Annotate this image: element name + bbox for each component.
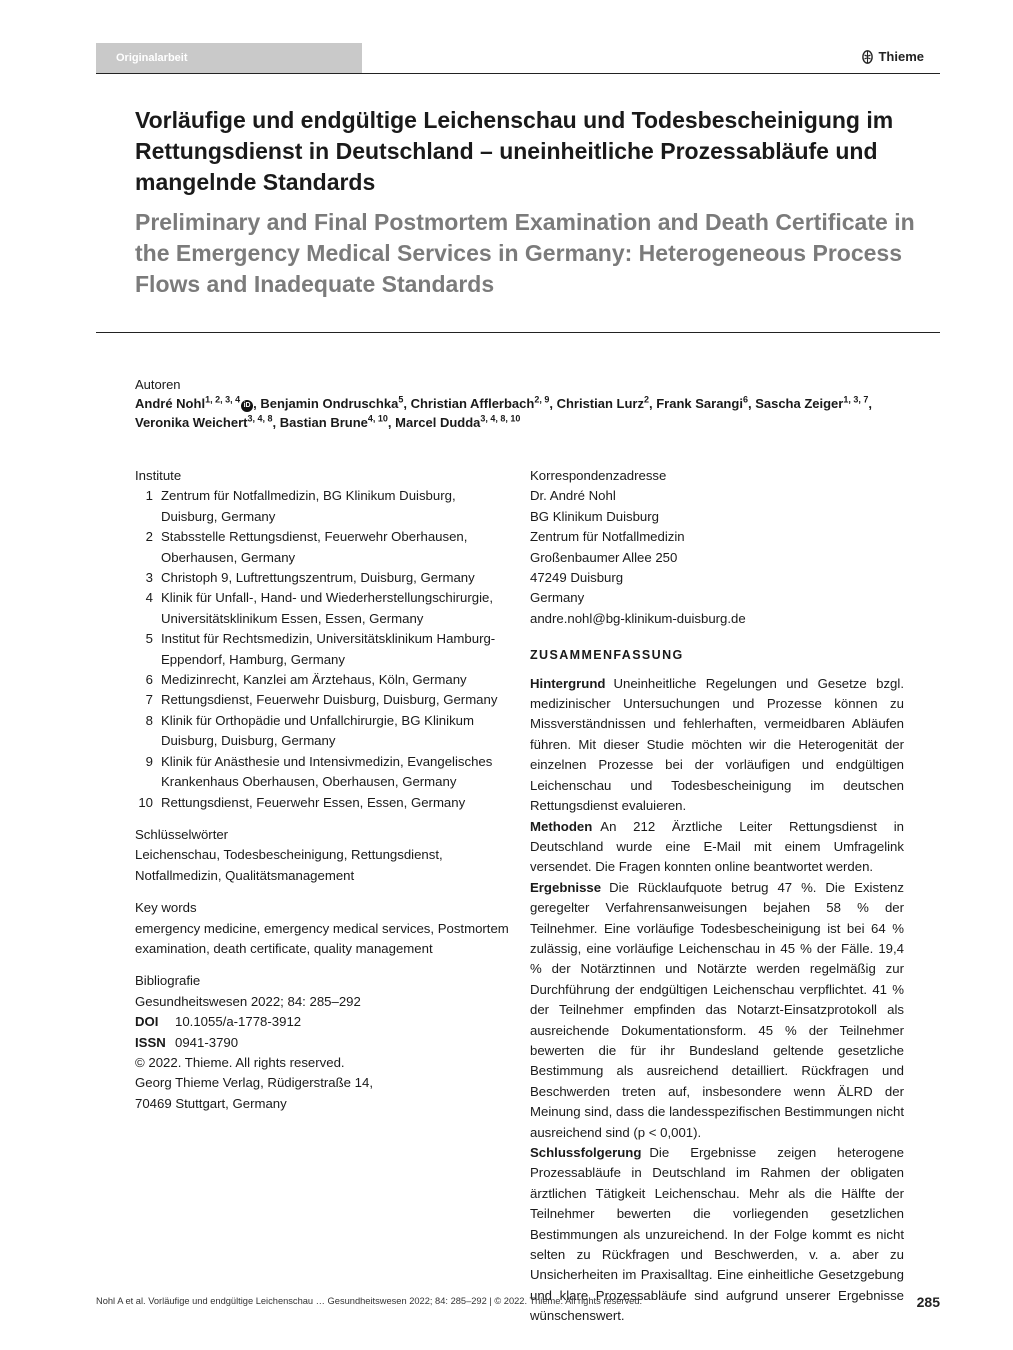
institute-number: 7 bbox=[145, 692, 153, 708]
institute-item bbox=[135, 486, 513, 527]
issn-label: ISSN bbox=[135, 1034, 166, 1050]
abstract-subheading: Schlussfolgerung bbox=[530, 1145, 642, 1160]
correspondence-block bbox=[530, 466, 904, 629]
title-divider bbox=[96, 332, 940, 333]
author-name: Benjamin Ondruschka bbox=[260, 396, 399, 411]
abstract-subheading: Hintergrund bbox=[530, 675, 606, 691]
institute-text: Medizinrecht, Kanzlei am Ärztehaus, Köln, Germany bbox=[161, 672, 467, 688]
thieme-logo-icon bbox=[862, 50, 873, 64]
institute-item bbox=[135, 711, 513, 752]
author-entry bbox=[656, 396, 748, 411]
authors-block bbox=[135, 375, 915, 432]
author-name: Marcel Dudda bbox=[395, 415, 481, 430]
right-column bbox=[530, 466, 904, 1327]
institute-number: 8 bbox=[145, 712, 153, 728]
orcid-icon[interactable]: iD bbox=[241, 400, 253, 412]
issn-value: 0941-3790 bbox=[175, 1034, 239, 1050]
author-name: Christian Afflerbach bbox=[410, 396, 535, 411]
abstract-body bbox=[530, 674, 904, 1327]
author-name: Sascha Zeiger bbox=[755, 396, 844, 411]
abstract-subheading: Ergebnisse bbox=[530, 879, 602, 895]
abstract-text: Uneinheitliche Regelungen und Gesetze bzgl. medizinischer Untersuchungen und Prozesse können zu Missverständnissen und fehlerhaften, vermeidbaren Abläufen führen. Mit dieser Studie möchten wir die Heterogenität der einzelnen Prozesse bei der vorläufigen und endgültigen Leichenschau und Todesbescheinigung im deutschen Rettungsdienst evaluieren. bbox=[530, 675, 904, 814]
institute-item bbox=[135, 793, 513, 813]
title-english: Preliminary and Final Postmortem Examination and Death Certificate in the Emergency Medical Services in Germany: Heterogeneous Process Flows and Inadequate Standards bbox=[135, 209, 915, 297]
author-affiliation: 3, 4, 8 bbox=[247, 413, 273, 424]
institute-text: Klinik für Orthopädie und Unfallchirurgie, BG Klinikum Duisburg, Duisburg, Germany bbox=[161, 712, 474, 749]
bibliography-doi bbox=[135, 1012, 513, 1032]
institute-text: Klinik für Anästhesie und Intensivmedizin, Evangelisches Krankenhaus Oberhausen, Oberhausen, Germany bbox=[161, 753, 493, 790]
header-bar bbox=[96, 43, 940, 74]
correspondence-line: Dr. André Nohl bbox=[530, 488, 616, 504]
author-name: André Nohl bbox=[135, 396, 206, 411]
author-affiliation: 2, 9 bbox=[534, 394, 550, 405]
abstract-section-methods bbox=[530, 817, 904, 878]
author-affiliation: 3, 4, 8, 10 bbox=[480, 413, 521, 424]
institute-item bbox=[135, 629, 513, 670]
keywords-en-text: emergency medicine, emergency medical services, Postmortem examination, death certificate, quality management bbox=[135, 920, 509, 956]
abstract-subheading: Methoden bbox=[530, 818, 593, 834]
author-entry bbox=[411, 396, 550, 411]
institute-text: Rettungsdienst, Feuerwehr Essen, Essen, Germany bbox=[161, 794, 466, 810]
bibliography-issn bbox=[135, 1033, 513, 1053]
abstract-text: An 212 Ärztliche Leiter Rettungsdienst in Deutschland wurde eine E-Mail mit einem Umfragelink versendet. Die Fragen konnten online beantwortet werden. bbox=[530, 818, 904, 875]
institute-item bbox=[135, 527, 513, 568]
institute-text: Rettungsdienst, Feuerwehr Duisburg, Duisburg, Germany bbox=[161, 692, 498, 708]
institute-number: 3 bbox=[145, 570, 153, 586]
bibliography-copyright: © 2022. Thieme. All rights reserved. bbox=[135, 1054, 345, 1070]
institute-item bbox=[135, 690, 513, 710]
left-column bbox=[135, 466, 513, 1126]
author-entry bbox=[260, 396, 403, 411]
bibliography-label: Bibliografie bbox=[135, 973, 201, 989]
institute-number: 2 bbox=[145, 529, 153, 545]
publisher-name: Thieme bbox=[878, 49, 924, 64]
authors-label: Autoren bbox=[135, 377, 181, 392]
institutes-block bbox=[135, 466, 513, 813]
abstract-text: Die Rücklaufquote betrug 47 %. Die Existenz geregelter Verfahrensanweisungen bejahen 58 % der Teilnehmer. Eine vorläufige Todesbescheinigung ist bei 64 % zulässig, eine vorläufige Leichenschau in 45 % der Fälle. 19,4 % der Notärztinnen und Notärzte werden regelmäßig zur Durchführung der endgültigen Leichenschau verpflichtet. 41 % der Teilnehmer empfinden das Notarzt-Einsatzprotokoll als ausreichende Dokumentationsform. 45 % der Teilnehmer bewerten die für ihr Bundesland geltende gesetzliche Bestimmung als ausreichend detailliert. Rückfragen und Beschwerden treten auf, insbesondere wenn ÄLRD der Meinung sind, dass die landesspezifischen Bestimmungen nicht ausreichend sind (p < 0,001). bbox=[530, 879, 904, 1140]
institute-number: 1 bbox=[145, 488, 153, 504]
institute-number: 6 bbox=[145, 672, 153, 688]
publisher-logo bbox=[862, 49, 924, 64]
institute-text: Christoph 9, Luftrettungszentrum, Duisburg, Germany bbox=[161, 570, 475, 586]
author-affiliation: 4, 10 bbox=[367, 413, 388, 424]
correspondence-email[interactable]: andre.nohl@bg-klinikum-duisburg.de bbox=[530, 610, 746, 626]
author-entry bbox=[755, 396, 868, 411]
author-entry bbox=[395, 415, 520, 430]
institute-text: Zentrum für Notfallmedizin, BG Klinikum Duisburg, Duisburg, Germany bbox=[161, 488, 456, 524]
institute-item bbox=[135, 752, 513, 793]
author-name: Christian Lurz bbox=[556, 396, 644, 411]
institute-item bbox=[135, 568, 513, 588]
correspondence-label: Korrespondenzadresse bbox=[530, 468, 667, 483]
institute-number: 4 bbox=[145, 590, 153, 606]
bibliography-block bbox=[135, 971, 513, 1114]
keywords-en-block bbox=[135, 898, 513, 959]
institute-item bbox=[135, 588, 513, 629]
footer-citation: Nohl A et al. Vorläufige und endgültige Leichenschau … Gesundheitswesen 2022; 84: 285–292 | © 2022. Thieme. All rights reserved. bbox=[96, 1296, 643, 1306]
keywords-en-label: Key words bbox=[135, 900, 197, 916]
keywords-de-text: Leichenschau, Todesbescheinigung, Rettungsdienst, Notfallmedizin, Qualitätsmanagement bbox=[135, 847, 443, 883]
author-affiliation: 5 bbox=[398, 394, 404, 405]
institute-text: Stabsstelle Rettungsdienst, Feuerwehr Oberhausen, Oberhausen, Germany bbox=[161, 529, 468, 565]
author-name: Frank Sarangi bbox=[656, 396, 743, 411]
keywords-de-label: Schlüsselwörter bbox=[135, 826, 229, 842]
bibliography-publisher: Georg Thieme Verlag, Rüdigerstraße 14, bbox=[135, 1075, 373, 1091]
correspondence-line: Zentrum für Notfallmedizin bbox=[530, 529, 685, 545]
correspondence-line: Großenbaumer Allee 250 bbox=[530, 549, 678, 565]
correspondence-line: BG Klinikum Duisburg bbox=[530, 508, 659, 524]
institute-item bbox=[135, 670, 513, 690]
doi-value[interactable]: 10.1055/a-1778-3912 bbox=[175, 1014, 302, 1030]
author-entry bbox=[557, 396, 649, 411]
title-german: Vorläufige und endgültige Leichenschau und Todesbescheinigung im Rettungsdienst in Deutschland – uneinheitliche Prozessabläufe und mangelnde Standards bbox=[135, 107, 894, 195]
institute-number: 5 bbox=[145, 631, 153, 647]
author-affiliation: 1, 3, 7 bbox=[843, 394, 869, 405]
author-name: Bastian Brune bbox=[279, 415, 368, 430]
author-entry bbox=[280, 415, 388, 430]
correspondence-line: 47249 Duisburg bbox=[530, 570, 624, 586]
correspondence-line: Germany bbox=[530, 590, 585, 606]
authors-list: André Nohl$^{1, 2, 3, 4}$iD , Benjamin Ondruschka$^5$, Christian Afflerbach$^{2, 9}$, Christian Lurz$^2$, Frank Sarangi$^6$, Sascha Zeiger$^{1, 3, 7}$, Veronika Weichert$^{3, 4, 8}$, Bastian Brune$^{4, 10}$, Marcel Dudda$^{3, 4, 8, 10}$ bbox=[135, 394, 872, 430]
abstract-text: Die Ergebnisse zeigen heterogene Prozessabläufe in Deutschland im Rahmen der obligaten ärztlichen Tätigkeit Leichenschau. Mehr als die Hälfte der Teilnehmer bewerten die vorliegenden gesetzlichen Bestimmungen als unzureichend. In der Folge kommt es nicht selten zu Rückfragen und Beschwerden, v. a. aber zu Unsicherheiten im Praxisalltag. Eine einheitliche Gesetzgebung und klare Prozessabläufe sind aufgrund unserer Ergebnisse wünschenswert. bbox=[530, 1145, 904, 1324]
doi-label: DOI bbox=[135, 1014, 159, 1030]
abstract-heading: ZUSAMMENFASSUNG bbox=[530, 648, 684, 663]
author-entry bbox=[135, 396, 253, 411]
institute-number: 10 bbox=[138, 794, 153, 810]
abstract-section-results bbox=[530, 878, 904, 1143]
bibliography-journal: Gesundheitswesen 2022; 84: 285–292 bbox=[135, 993, 361, 1009]
author-affiliation: 6 bbox=[742, 394, 748, 405]
author-affiliation: 1, 2, 3, 4 bbox=[205, 394, 241, 405]
page-number: 285 bbox=[916, 1294, 940, 1310]
bibliography-city: 70469 Stuttgart, Germany bbox=[135, 1095, 287, 1111]
institutes-label: Institute bbox=[135, 468, 182, 483]
author-entry bbox=[135, 415, 273, 430]
institutes-list bbox=[135, 486, 513, 813]
section-tag: Originalarbeit bbox=[96, 43, 362, 73]
abstract-section-background bbox=[530, 674, 904, 817]
institute-text: Klinik für Unfall-, Hand- und Wiederherstellungschirurgie, Universitätsklinikum Essen, Essen, Germany bbox=[161, 590, 494, 626]
institute-text: Institut für Rechtsmedizin, Universitätsklinikum Hamburg-Eppendorf, Hamburg, Germany bbox=[161, 631, 496, 667]
keywords-de-block bbox=[135, 825, 513, 886]
institute-number: 9 bbox=[145, 753, 153, 769]
author-name: Veronika Weichert bbox=[135, 415, 248, 430]
author-affiliation: 2 bbox=[643, 394, 649, 405]
